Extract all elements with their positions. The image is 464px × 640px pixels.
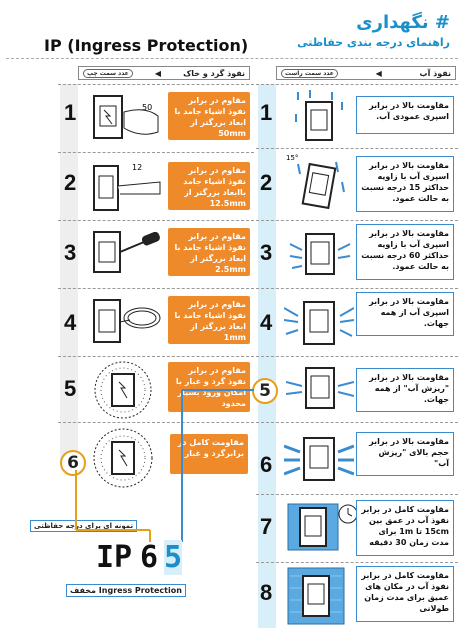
device-hand-illustration xyxy=(90,92,162,148)
row-divider xyxy=(58,84,254,85)
device-jet-illustration xyxy=(286,362,354,416)
device-all-direction-spray-illustration xyxy=(284,294,354,350)
water-level-number: 4 xyxy=(260,310,273,335)
left-column-header xyxy=(78,66,250,80)
row-divider xyxy=(256,356,458,357)
row-divider xyxy=(58,152,254,153)
device-immersion-illustration xyxy=(286,500,358,554)
left-number-strip xyxy=(60,84,78,462)
right-column-title: نفوذ آب xyxy=(419,68,451,78)
angle-label: 15° xyxy=(286,154,299,162)
water-level-description: مقاومت بالا در برابر اسپری آب با زاویه حداکثر 60 درجه نسبت به حالت عمود. xyxy=(356,224,454,280)
water-level-description: مقاومت بالا در برابر اسپری عمودی آب. xyxy=(356,96,454,134)
solid-level-description: مقاومت کامل در برابرگرد و غبار xyxy=(170,434,248,474)
row-divider xyxy=(256,220,458,221)
solid-level-description: مقاوم در برابر نفوذ اشیاء جامد باابعاد بزرگتر از 12.5mm xyxy=(168,162,250,210)
example-code-second-digit: 5 xyxy=(164,540,183,575)
device-dust-illustration xyxy=(90,360,156,420)
finger-label: 12 xyxy=(132,163,143,172)
water-level-description: مقاومت بالا در برابر اسپری آب از همه جهات. xyxy=(356,292,454,336)
water-level-number: 1 xyxy=(260,100,273,125)
left-column-title: نفوذ گرد و خاک xyxy=(183,68,245,78)
right-column-header xyxy=(276,66,456,80)
example-code-first-digit: 6 xyxy=(140,540,159,575)
row-divider xyxy=(58,288,254,289)
page-subtitle: راهنمای درجه بندی حفاظتی xyxy=(297,36,450,49)
water-level-number: 7 xyxy=(260,514,273,539)
row-divider xyxy=(58,220,254,221)
solid-level-description: مقاوم در برابر نفوذ اشیاء جامد با ابعاد بزرگتر از 2.5mm xyxy=(168,228,250,276)
water-level-number: 8 xyxy=(260,580,273,605)
water-level-description: مقاومت بالا در برابر حجم بالای "ریزش آب" xyxy=(356,432,454,476)
example-caption: نمونه ای برای درجه حفاظتی xyxy=(30,520,137,532)
solid-level-number: 1 xyxy=(64,100,77,125)
arrow-icon: ◀ xyxy=(375,68,382,78)
solid-level-number: 5 xyxy=(64,376,77,401)
water-level-number: 3 xyxy=(260,240,273,265)
row-divider xyxy=(256,422,458,423)
row-divider xyxy=(256,494,458,495)
device-tilted-spray-illustration xyxy=(286,152,352,214)
blue-connector xyxy=(170,380,260,480)
water-level-description: مقاومت کامل در برابر نفوذ آب در مکان های عمیق برای مدت زمان طولانی xyxy=(356,566,454,622)
water-level-description: مقاومت بالا در برابر اسپری آب با زاویه حداکثر 15 درجه نسبت به حالت عمود. xyxy=(356,156,454,212)
device-wire-illustration xyxy=(90,296,164,348)
brand-title: # نگهداری xyxy=(356,12,450,33)
water-level-number: 5 xyxy=(252,378,278,404)
row-divider xyxy=(256,288,458,289)
row-divider xyxy=(58,356,254,357)
row-divider xyxy=(256,148,458,149)
device-screwdriver-illustration xyxy=(90,228,164,278)
arrow-icon: ◀ xyxy=(154,68,162,78)
water-level-number: 2 xyxy=(260,170,273,195)
solid-level-description: مقاوم در برابر نفوذ اشیاء جامد با ابعاد بزرگتر از 50mm xyxy=(168,92,250,140)
diameter-label: 50 xyxy=(142,103,153,112)
device-finger-illustration xyxy=(90,160,164,216)
solid-level-number: 4 xyxy=(64,310,77,335)
device-angled-spray-illustration xyxy=(288,226,352,282)
row-divider xyxy=(256,562,458,563)
right-column-tag: عدد سمت راست xyxy=(281,69,338,78)
solid-level-number: 6 xyxy=(60,450,86,476)
solid-level-description: مقاوم در برابر نفوذ گرد و غبار با امکان ورود بسیار محدود xyxy=(168,362,250,412)
divider xyxy=(6,58,458,59)
example-footer: Ingress Protection مخفف xyxy=(66,584,186,597)
solid-level-description: مقاوم در برابر نفوذ اشیاء جامد با ابعاد بزرگتر از 1mm xyxy=(168,296,250,344)
ip-title: IP (Ingress Protection) xyxy=(44,36,249,55)
device-rain-illustration xyxy=(290,88,350,144)
row-divider xyxy=(256,84,458,85)
example-code-prefix: IP xyxy=(96,540,133,575)
device-submersion-illustration xyxy=(286,566,350,626)
water-level-number: 6 xyxy=(260,452,273,477)
water-level-description: مقاومت بالا در برابر "ریزش آب" از همه جهات. xyxy=(356,368,454,412)
solid-level-number: 2 xyxy=(64,170,77,195)
solid-level-number: 3 xyxy=(64,240,77,265)
device-heavy-jet-illustration xyxy=(284,428,354,488)
water-level-description: مقاومت کامل در برابر نفوذ آب در عمق بین 15cm تا 1m برای مدت زمان 30 دقیقه xyxy=(356,500,454,556)
left-column-tag: عدد سمت چپ xyxy=(83,69,133,78)
